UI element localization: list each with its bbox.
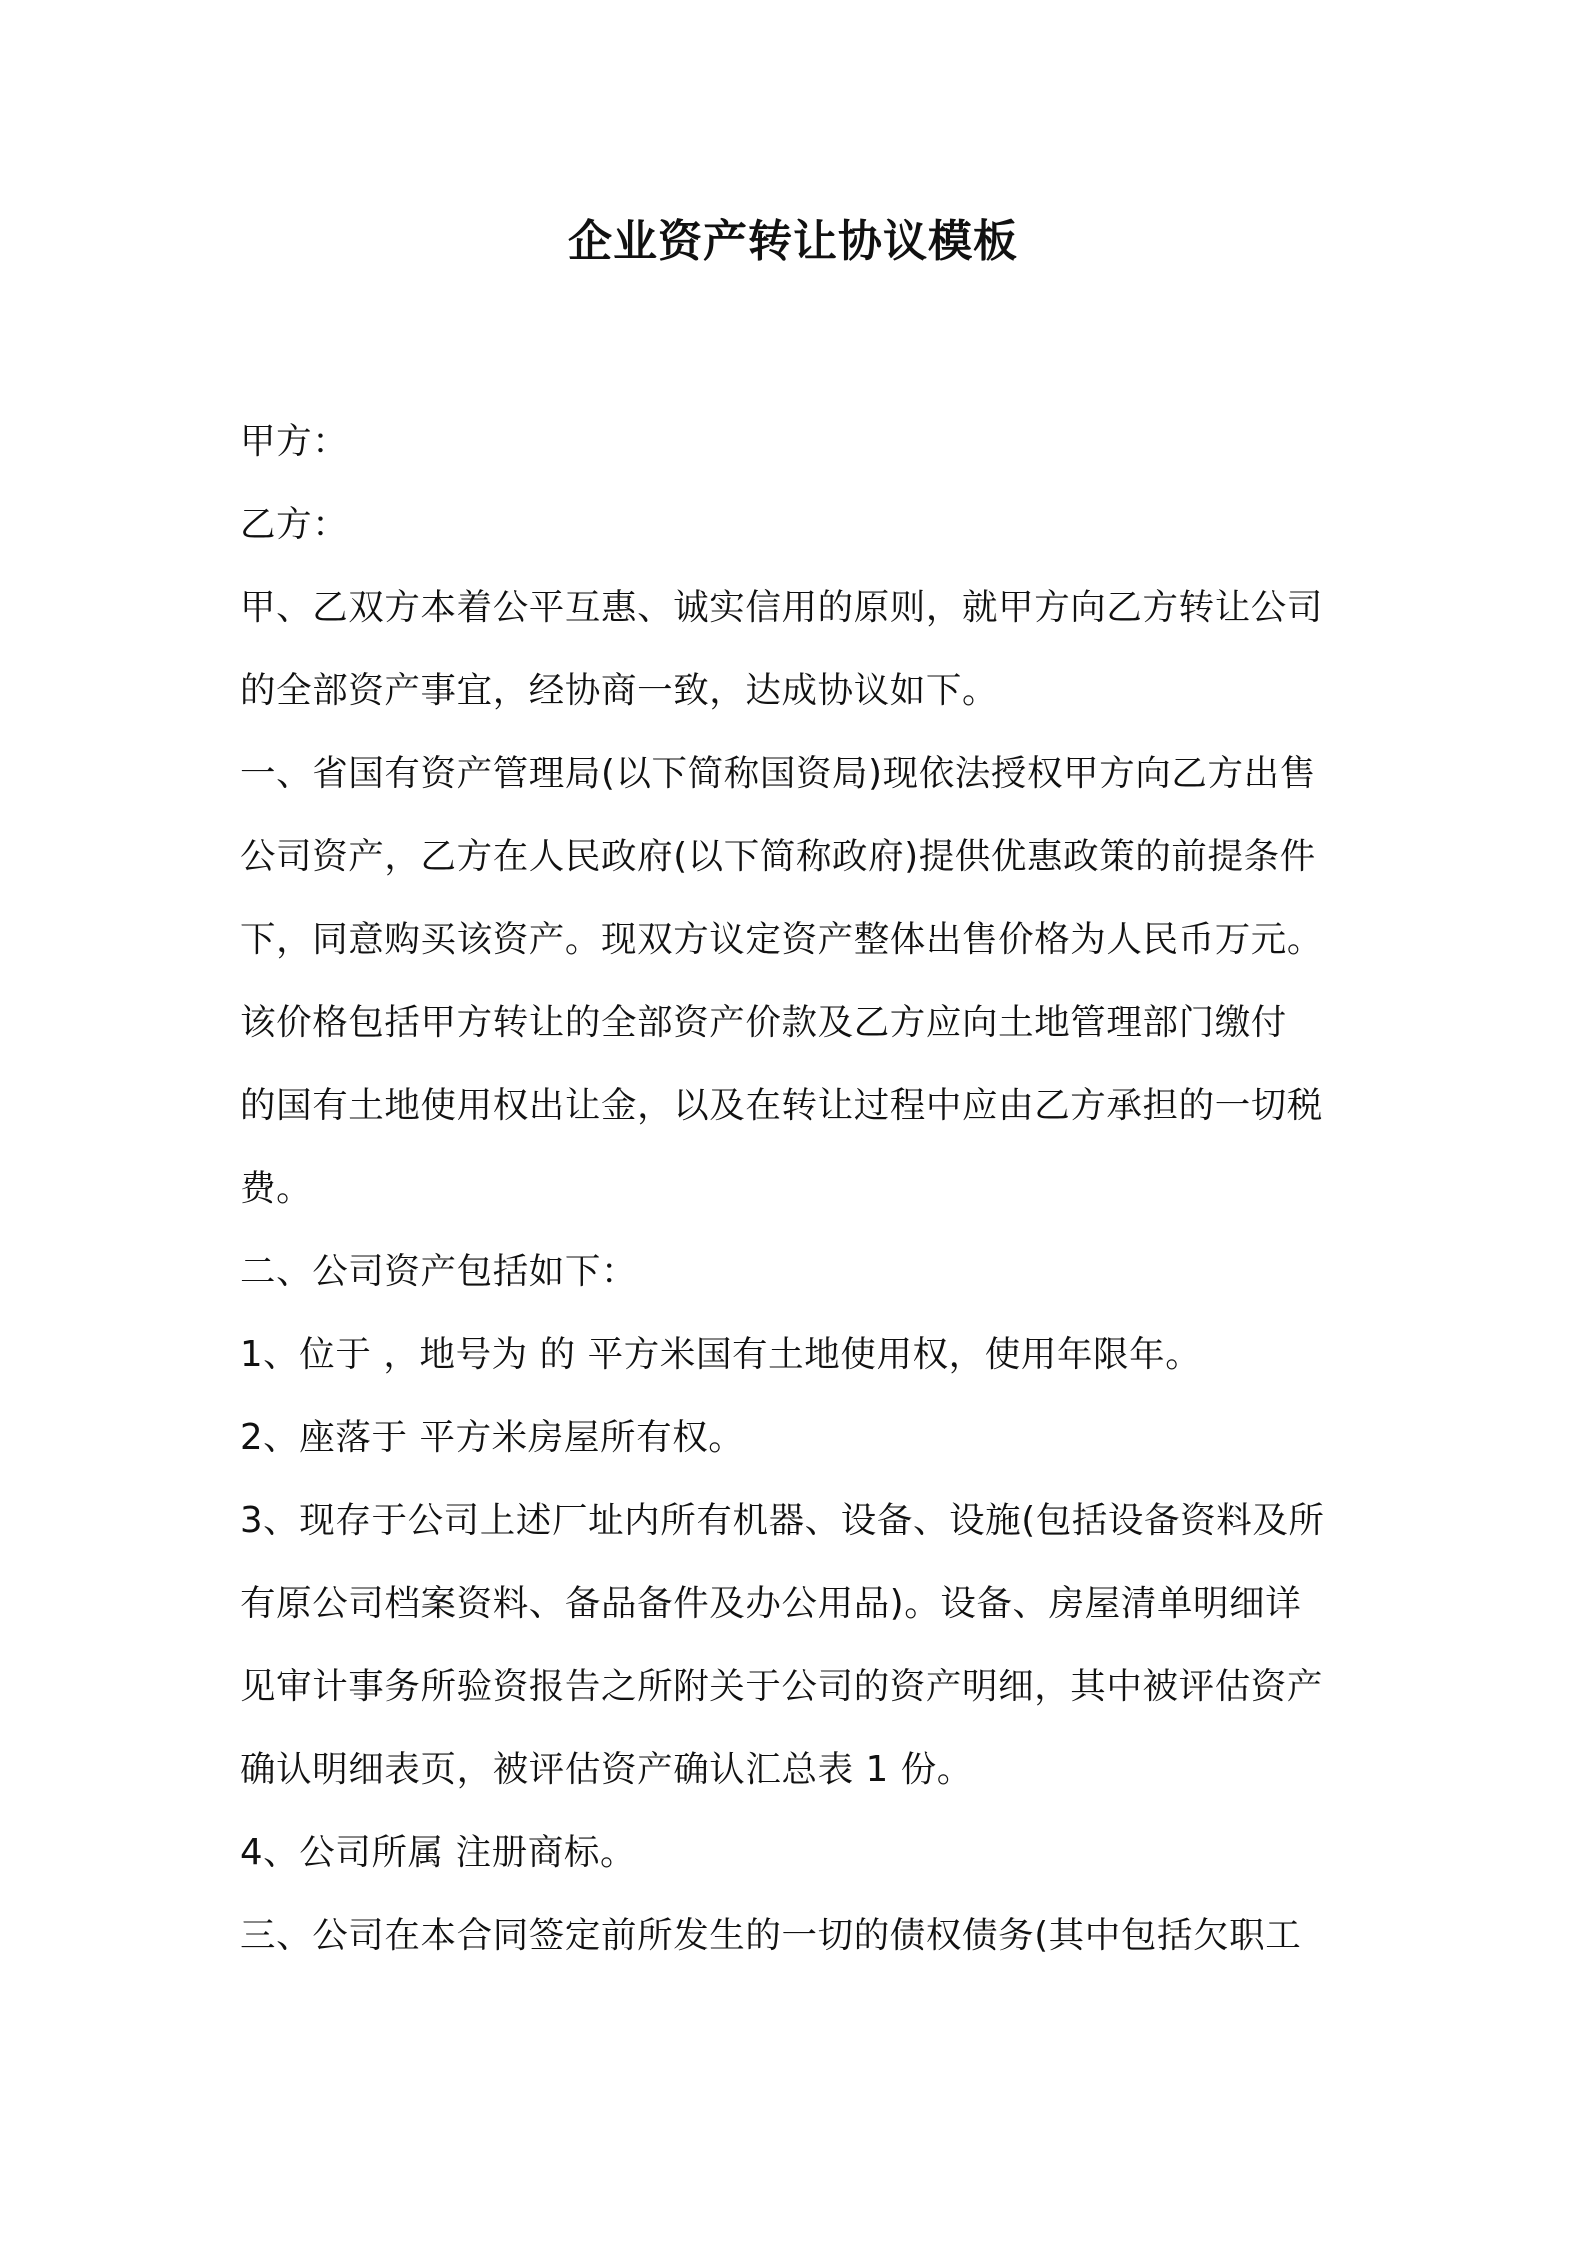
clause-1-line: 的国有土地使用权出让金，以及在转让过程中应由乙方承担的一切税 [240,1085,1324,1126]
clause-2-item-2: 2、座落于 平方米房屋所有权。 [240,1417,745,1458]
party-a-line: 甲方： [240,421,349,462]
clause-2-item-3: 有原公司档案资料、备品备件及办公用品)。设备、房屋清单明细详 [240,1583,1302,1624]
clause-1-line: 该价格包括甲方转让的全部资产价款及乙方应向土地管理部门缴付 [240,1002,1287,1043]
preamble-line: 甲、乙双方本着公平互惠、诚实信用的原则，就甲方向乙方转让公司 [240,587,1324,628]
clause-1-line: 下，同意购买该资产。现双方议定资产整体出售价格为人民币万元。 [240,919,1324,960]
clause-1-line: 费。 [240,1168,313,1209]
clause-2-item-3: 见审计事务所验资报告之所附关于公司的资产明细，其中被评估资产 [240,1666,1324,1707]
clause-1-line: 公司资产，乙方在人民政府(以下简称政府)提供优惠政策的前提条件 [240,836,1316,877]
clause-2-heading: 二、公司资产包括如下： [240,1251,638,1292]
party-b-line: 乙方： [240,504,349,545]
preamble-line: 的全部资产事宜，经协商一致，达成协议如下。 [240,670,999,711]
clause-3-line: 三、公司在本合同签定前所发生的一切的债权债务(其中包括欠职工 [240,1915,1302,1956]
document-title: 企业资产转让协议模板 [568,216,1018,267]
clause-2-item-1: 1、位于 ，地号为 的 平方米国有土地使用权，使用年限年。 [240,1334,1202,1375]
clause-2-item-4: 4、公司所属 注册商标。 [240,1832,637,1873]
clause-1-line: 一、省国有资产管理局(以下简称国资局)现依法授权甲方向乙方出售 [240,753,1316,794]
clause-2-item-3: 3、现存于公司上述厂址内所有机器、设备、设施(包括设备资料及所 [240,1500,1325,1541]
document-body [240,400,1360,1977]
clause-2-item-3: 确认明细表页，被评估资产确认汇总表 1 份。 [240,1749,973,1790]
